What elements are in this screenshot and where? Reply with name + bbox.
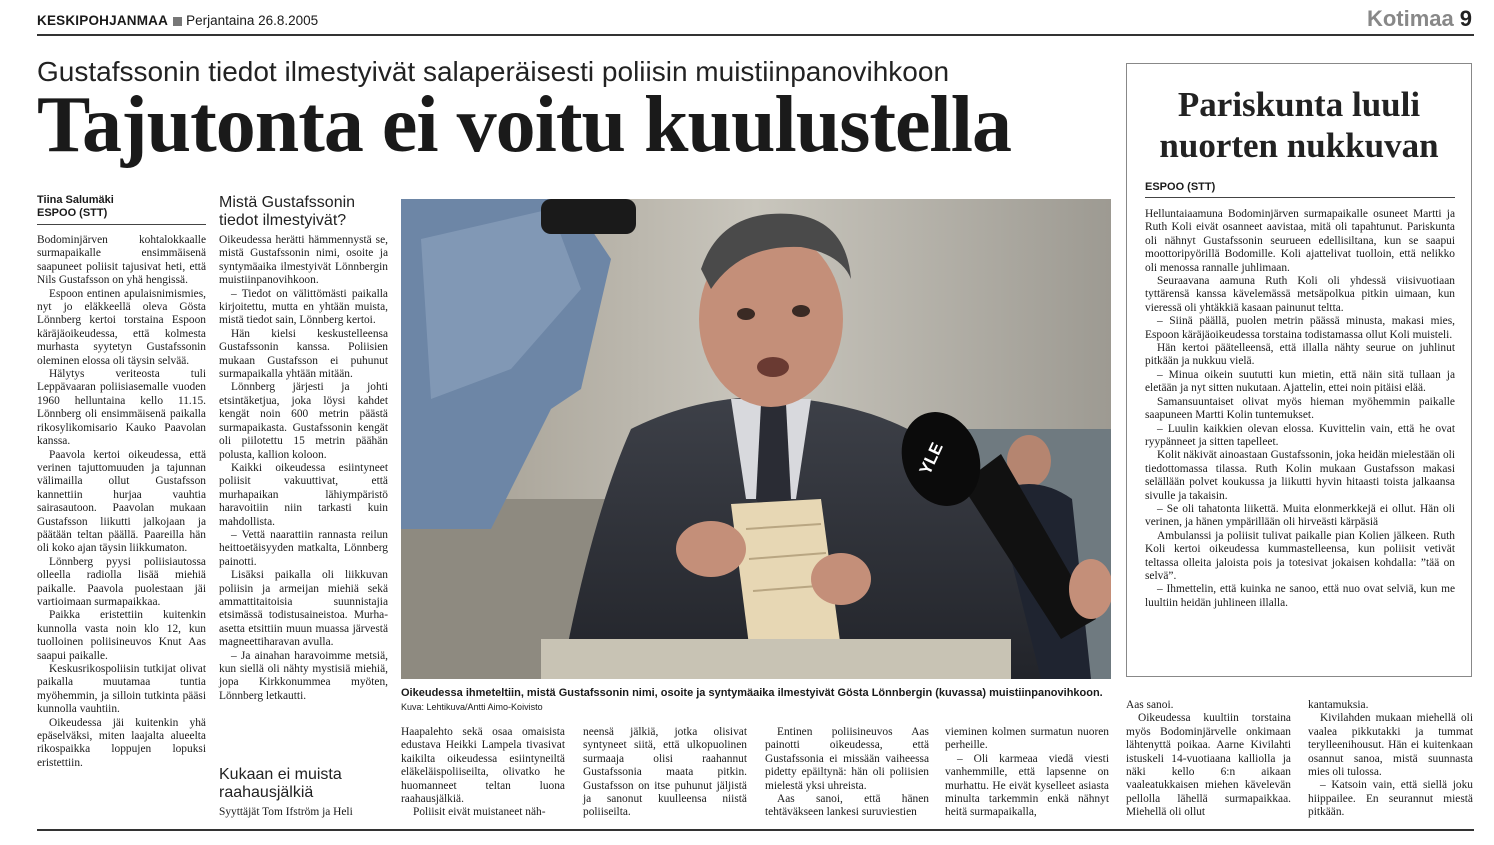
paragraph: Kivilahden mukaan miehellä oli vaalea pikkutakki ja tummat terylleenihousut. Hän ei kuitenkaan osannut sanoa, mistä suunnasta mies oli tulossa.: [1308, 712, 1473, 779]
paragraph: Ambulanssi ja poliisit tulivat paikalle pian Kolien jälkeen. Ruth Koli kertoi oikeudessa kummastelleensa, kun poliisit vetivät teltassa olleita jaloista pois ja totesivat jokaisen kohdalla: ”tää on selvä”.: [1145, 529, 1455, 582]
paragraph: Lisäksi paikalla oli liikkuvan poliisin ja armeijan miehiä sekä ammattitaitoisia suunnistajia etsimässä todistusaineistoa. Murha-asetta etsittiin muun muassa järvestä magneettiharavan avulla.: [219, 569, 388, 649]
subheading-2: Kukaan ei muista raahausjälkiä: [219, 766, 342, 801]
paragraph: – Ihmettelin, että kuinka ne sanoo, että nuo ovat selviä, kun me luultiin heidän juhlineen illalla.: [1145, 583, 1455, 609]
paragraph: – Ja ainahan haravoimme metsiä, kun siellä oli nähty mystisiä miehiä, jopa Kirkkonummea myöten, Lönnberg letkautti.: [219, 649, 388, 702]
paragraph: Espoon entinen apulaisnimismies, nyt jo eläkkeellä oleva Gösta Lönnberg kertoi torstaina Espoon käräjäoikeudessa, että kolmesta murhasta syytetyn Gustafssonin oleminen elossa oli täysin selvää.: [37, 287, 206, 367]
paragraph: Keskusrikospoliisin tutkijat olivat paikalla muutamaa tuntia myöhemmin, ja silloin tutkinta pääsi kunnolla vauhtiin.: [37, 663, 206, 716]
paragraph: Paikka eristettiin kuitenkin kunnolla vasta noin klo 12, kun tuolloinen poliisineuvos Knut Aas saapui paikalle.: [37, 609, 206, 662]
paragraph: Oikeudessa kuultiin torstaina myös Bodominjärvelle onkimaan lähtenyttä poikaa. Aarne Kivilahti istuskeli 14-vuotiaana kalliolla ja näki kello 6:n aikaan vaaleatukkaisen miehen kävelevän pellolla lähellä surmapaikkaa. Miehellä oli ollut: [1126, 712, 1291, 819]
paragraph: Bodominjärven kohtalokkaalle surmapaikalle ensimmäisenä saapuneet poliisit tajusivat heti, että Nils Gustafsson on yhä hengissä.: [37, 234, 206, 287]
page-number: 9: [1459, 6, 1472, 31]
byline: [37, 194, 114, 220]
byline-rule: [37, 224, 206, 225]
subheading-1: Mistä Gustafssonin tiedot ilmestyivät?: [219, 194, 356, 229]
photo-caption: [401, 686, 1113, 714]
paragraph: Kaikki oikeudessa esiintyneet poliisit vakuuttivat, että murhapaikan lähiympäristö haravoitiin niin tarkasti kuin mahdollista.: [219, 461, 388, 528]
paragraph: – Vettä naarattiin rannasta reilun heittoetäisyyden matkalta, Lönnberg painotti.: [219, 528, 388, 568]
photo-illustration: [401, 199, 1111, 679]
paragraph: Oikeudessa jäi kuitenkin yhä epäselväksi, miten laajalta alueelta rikospaikka loppujen lopuksi eristettiin.: [37, 716, 206, 769]
paragraph: Helluntaiaamuna Bodominjärven surmapaikalle osuneet Martti ja Ruth Koli eivät osanneet aavistaa, mitä oli tapahtunut. Pariskunta oli nähnyt Gustafssonin seurueen edellisiltana, kun se saapui moottoripyörillä Bodomille. Koli ajattelivat tuolloin, että nelikko oli menossa rannalle juhlimaan.: [1145, 208, 1455, 274]
masthead: [37, 13, 318, 28]
paragraph: Seuraavana aamuna Ruth Koli oli yhdessä viisivuotiaan tyttärensä kanssa kävelemässä metsäpolkua pitkin uimaan, kun vieressä oli yhtäkkiä kasaan painunut teltta.: [1145, 275, 1455, 314]
sidebar-place: ESPOO (STT): [1145, 181, 1216, 193]
paragraph: Hän kertoi päätelleensä, että illalla nähty seurue on juhlinut pitkään ja nukkuu vielä.: [1145, 342, 1455, 368]
paragraph: Hälytys veriteosta tuli Leppävaaran poliisiasemalle vuoden 1960 helluntaina kello 11.15. Lönnberg oli ensimmäisenä paikalla rikosylikomisario Kauko Paavolan kanssa.: [37, 368, 206, 448]
article-kicker: Gustafssonin tiedot ilmestyivät salaperäisesti poliisin muistiinpanovihkoon: [37, 56, 950, 87]
article-column-2: [219, 234, 388, 703]
paragraph: Oikeudessa herätti hämmennystä se, mistä Gustafssonin nimi, osoite ja syntymäaika ilmestyivät Lönnbergin muistiinpanovihkoon.: [219, 234, 388, 287]
paragraph: Lönnberg pyysi poliisiautossa olleella radiolla lisää miehiä paikalle. Paavola puolestaan jäi vartioimaan surmapaikkaa.: [37, 555, 206, 608]
bottom-column-6: [1308, 699, 1473, 820]
paragraph: – Tiedot on välittömästi paikalla kirjoitettu, mutta en yhtään muista, mistä tiedot sain, Lönnberg kertoi.: [219, 287, 388, 327]
paragraph: – Minua oikein suututti kun mietin, että näin sitä tullaan ja eletään ja nyt sitten nukutaan. Ajattelin, ettei noin pitäisi elää.: [1145, 368, 1455, 395]
byline-place: ESPOO (STT): [37, 207, 108, 219]
article-column-1: [37, 234, 206, 770]
paragraph: neensä jälkiä, jotka olisivat syntyneet siitä, että ulkopuolinen surmaaja olisi raahannut Gustafssonia maata pitkin. Gustafsson on itse puhunut jäljistä ja sanonut kuulleensa niistä poliiseilta.: [583, 726, 747, 819]
paragraph: – Oli karmeaa viedä viesti vanhemmille, että lapsenne on murhattu. He eivät kyselleet asiasta minulta tarkemmin enkä nähnyt heitä surmapaikalla,: [945, 752, 1109, 819]
top-rule: [37, 34, 1474, 36]
bottom-column-3: [765, 726, 929, 820]
photo-credit: Kuva: Lehtikuva/Antti Aimo-Koivisto: [401, 702, 543, 712]
bottom-column-1: [401, 726, 565, 820]
issue-date: Perjantaina 26.8.2005: [186, 13, 319, 28]
paragraph: Poliisit eivät muistaneet näh-: [413, 806, 546, 819]
paragraph: Aas sanoi, että hänen tehtäväkseen lankesi suruviestien: [765, 793, 929, 819]
caption-text: Oikeudessa ihmeteltiin, mistä Gustafssonin nimi, osoite ja syntymäaika ilmestyivät Gösta Lönnbergin (kuvassa) muistiinpanovihkoon.: [401, 687, 1103, 699]
paragraph: Entinen poliisineuvos Aas painotti oikeudessa, että Gustafssonia ei missään vaiheessa pidetty epäiltynä: hän oli poliisien mielestä yksi uhreista.: [765, 726, 929, 792]
article-headline: Tajutonta ei voitu kuulustella: [37, 81, 1011, 169]
sidebar-headline: [1126, 84, 1472, 166]
paragraph: Kolit näkivät ainoastaan Gustafssonin, joka heidän mielestään oli tiedottomassa tilassa. Ruth Kolin mukaan Gustafsson makasi selällään polvet koukussa ja liikutti hyvin hitaasti toista jalkaansa sivulle ja takaisin.: [1145, 449, 1455, 502]
bottom-rule: [37, 829, 1474, 831]
microphone-label: YLE: [915, 439, 947, 478]
paragraph: – Siinä päällä, puolen metrin päässä minusta, makasi mies, Espoon käräjäoikeudessa torstaina todistamassa ollut Koli muisteli.: [1145, 315, 1455, 341]
paragraph: Hän kielsi keskustelleensa Gustafssonin kanssa. Poliisien mukaan Gustafsson ei puhunut surmapaikalla yhtään mitään.: [219, 327, 388, 381]
sidebar-headline-line-1: Pariskunta luuli: [1177, 85, 1421, 124]
paragraph: – Luulin kaikkien olevan elossa. Kuvittelin vain, että he ovat ryypänneet ja sitten tapelleet.: [1145, 422, 1455, 448]
section-label: [1367, 6, 1472, 32]
paragraph: – Katsoin vain, että siellä joku hiippailee. En seurannut miestä pitkään.: [1308, 779, 1473, 819]
paper-name: KESKIPOHJANMAA: [37, 13, 169, 28]
paragraph: – Se oli tahatonta liikettä. Muita elonmerkkejä ei ollut. Hän oli verinen, ja hänen ympärillään oli hirveästi kärpäsiä: [1145, 502, 1455, 529]
square-bullet-icon: [173, 17, 182, 26]
paragraph: Lönnberg järjesti ja johti etsintäketjua, joka löysi kahdet kengät noin 600 metrin päästä surmapaikasta. Gustafssonin kengät oli piilotettu 15 metrin päähän polusta, kallion koloon.: [219, 381, 388, 461]
paragraph: Haapalehto sekä osaa omaisista edustava Heikki Lampela tivasivat kaikilta oikeudessa esiintyneiltä eläkeläispoliiseilta, olivatko he huomanneet teltan luona raahausjälkiä.: [401, 726, 565, 806]
bottom-column-2: [583, 726, 747, 820]
paragraph: Samansuuntaiset olivat myös hieman myöhemmin paikalle saapuneen Martti Kolin tuntemukset.: [1145, 395, 1455, 422]
bottom-column-5: [1126, 699, 1291, 820]
paragraph: kantamuksia.: [1308, 699, 1369, 711]
section-name: Kotimaa: [1366, 6, 1454, 31]
byline-author: Tiina Salumäki: [37, 194, 114, 206]
sidebar-rule: [1145, 197, 1455, 198]
paragraph: vieminen kolmen surmatun nuoren perheille.: [945, 726, 1109, 752]
news-photo: [401, 199, 1111, 679]
paragraph: Aas sanoi.: [1126, 699, 1174, 711]
bottom-column-4: [945, 726, 1109, 820]
sidebar-text: [1145, 208, 1455, 610]
paragraph: Paavola kertoi oikeudessa, että verinen tajuttomuuden ja tajunnan välimailla ollut Gustafsson kannettiin hurjaa vauhtia sairasautoon. Paavolan mukaan Gustafsson liikutti jalkojaan ja päätään teltan päällä. Paareilla hän oli koko ajan täysin liikkumaton.: [37, 448, 206, 555]
sidebar-headline-line-2: nuorten nukkuvan: [1159, 126, 1439, 165]
column-2-tail: Syyttäjät Tom Ifström ja Heli: [219, 806, 353, 818]
